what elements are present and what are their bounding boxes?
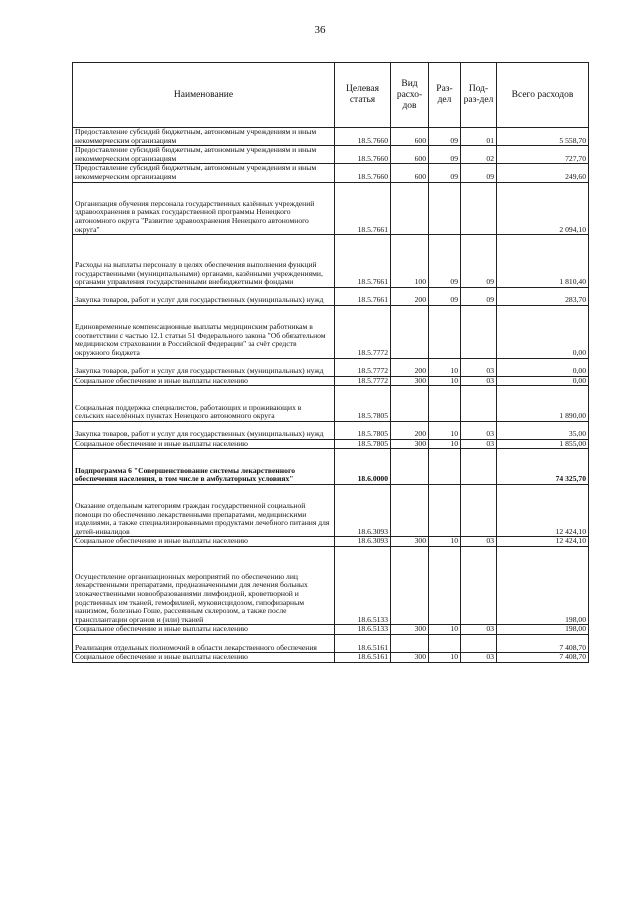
- cell-section: 09: [429, 287, 461, 305]
- table-row: [73, 625, 589, 635]
- table-row: [73, 182, 589, 235]
- cell-section: 09: [429, 235, 461, 288]
- table-row: [73, 439, 589, 449]
- cell-kind: 300: [391, 439, 429, 449]
- cell-section: 10: [429, 358, 461, 376]
- table-row: [73, 358, 589, 376]
- cell-subsection: [461, 635, 497, 653]
- cell-kind: [391, 449, 429, 484]
- cell-section: [429, 547, 461, 625]
- cell-kind: 300: [391, 376, 429, 386]
- cell-name: Социальное обеспечение и иные выплаты населению: [73, 625, 335, 635]
- cell-section: 09: [429, 164, 461, 182]
- cell-total: 283,70: [497, 287, 589, 305]
- table-body: [73, 128, 589, 663]
- cell-section: 09: [429, 128, 461, 146]
- cell-section: 10: [429, 653, 461, 663]
- cell-section: [429, 182, 461, 235]
- cell-kind: 100: [391, 235, 429, 288]
- header-section: Раз-дел: [429, 63, 461, 128]
- cell-total: 0,00: [497, 376, 589, 386]
- cell-subsection: 03: [461, 537, 497, 547]
- cell-total: 249,60: [497, 164, 589, 182]
- cell-name: Закупка товаров, работ и услуг для государственных (муниципальных) нужд: [73, 421, 335, 439]
- cell-article: 18.5.7661: [335, 235, 391, 288]
- cell-name: Закупка товаров, работ и услуг для государственных (муниципальных) нужд: [73, 358, 335, 376]
- cell-total: 1 810,40: [497, 235, 589, 288]
- cell-article: 18.5.7660: [335, 146, 391, 164]
- cell-subsection: 03: [461, 421, 497, 439]
- cell-article: 18.5.7660: [335, 128, 391, 146]
- cell-total: 7 408,70: [497, 635, 589, 653]
- cell-article: 18.5.7772: [335, 358, 391, 376]
- header-subsection: Под-раз-дел: [461, 63, 497, 128]
- cell-name: Реализация отдельных полномочий в области лекарственного обеспечения: [73, 635, 335, 653]
- table-row: [73, 305, 589, 358]
- cell-name: Предоставление субсидий бюджетным, автономным учреждениям и иным некоммерческим организациям: [73, 146, 335, 164]
- table-row: [73, 235, 589, 288]
- cell-kind: [391, 547, 429, 625]
- cell-subsection: 09: [461, 287, 497, 305]
- table-row: [73, 128, 589, 146]
- cell-name: Единовременные компенсационные выплаты медицинским работникам в соответствии с частью 12.1 статьи 51 Федерального закона "Об обязательном медицинском страховании в Российской Федерации" за счёт средств окружного бюджета: [73, 305, 335, 358]
- table-row: [73, 421, 589, 439]
- cell-section: 10: [429, 421, 461, 439]
- cell-article: 18.6.5133: [335, 547, 391, 625]
- cell-total: 2 094,10: [497, 182, 589, 235]
- cell-subsection: 03: [461, 376, 497, 386]
- cell-article: 18.6.5133: [335, 625, 391, 635]
- cell-total: 7 408,70: [497, 653, 589, 663]
- cell-total: 0,00: [497, 358, 589, 376]
- table-row: [73, 653, 589, 663]
- cell-name: Предоставление субсидий бюджетным, автономным учреждениям и иным некоммерческим организациям: [73, 128, 335, 146]
- cell-subsection: [461, 547, 497, 625]
- header-kind: Вид расхо-дов: [391, 63, 429, 128]
- cell-total: 727,70: [497, 146, 589, 164]
- table-row: [73, 376, 589, 386]
- cell-article: 18.5.7661: [335, 287, 391, 305]
- cell-subsection: [461, 182, 497, 235]
- cell-subsection: 03: [461, 439, 497, 449]
- cell-article: 18.5.7805: [335, 439, 391, 449]
- cell-subsection: [461, 449, 497, 484]
- table-row: [73, 449, 589, 484]
- cell-total: 35,00: [497, 421, 589, 439]
- cell-name: Оказание отдельным категориям граждан государственной социальной помощи по обеспечению лекарственными препаратами, медицинскими изделиями, а также специализированными продуктами лечебного питания для детей-инвалидов: [73, 484, 335, 537]
- cell-name: Предоставление субсидий бюджетным, автономным учреждениям и иным некоммерческим организациям: [73, 164, 335, 182]
- cell-name: Социальное обеспечение и иные выплаты населению: [73, 439, 335, 449]
- cell-total: 198,00: [497, 547, 589, 625]
- cell-subsection: [461, 305, 497, 358]
- cell-kind: 200: [391, 421, 429, 439]
- cell-section: 10: [429, 439, 461, 449]
- cell-article: 18.5.7661: [335, 182, 391, 235]
- page-number: 36: [314, 24, 326, 36]
- cell-total: 74 325,70: [497, 449, 589, 484]
- cell-section: [429, 484, 461, 537]
- budget-table: [72, 62, 589, 663]
- cell-section: 09: [429, 146, 461, 164]
- cell-kind: 600: [391, 164, 429, 182]
- cell-total: 5 558,70: [497, 128, 589, 146]
- table-row: [73, 635, 589, 653]
- cell-kind: [391, 182, 429, 235]
- cell-total: 1 890,00: [497, 386, 589, 421]
- cell-kind: 600: [391, 128, 429, 146]
- cell-subsection: 09: [461, 164, 497, 182]
- cell-total: 0,00: [497, 305, 589, 358]
- cell-section: [429, 449, 461, 484]
- header-row: [73, 63, 589, 128]
- cell-name: Осуществление организационных мероприятий по обеспечению лиц лекарственными препаратами, предназначенными для лечения больных злокачественными новообразованиями лимфоидной, кроветворной и родственных им тканей, гемофилией, муковисцидозом, гипофизарным нанизмом, болезнью Гоше, рассеянным склерозом, а также после трансплантации органов и (или) тканей: [73, 547, 335, 625]
- cell-article: 18.6.3093: [335, 537, 391, 547]
- cell-total: 198,00: [497, 625, 589, 635]
- cell-article: 18.5.7772: [335, 305, 391, 358]
- cell-kind: 300: [391, 653, 429, 663]
- header-name: Наименование: [73, 63, 335, 128]
- cell-total: 12 424,10: [497, 484, 589, 537]
- cell-article: 18.5.7772: [335, 376, 391, 386]
- header-article: Целевая статья: [335, 63, 391, 128]
- cell-kind: 300: [391, 537, 429, 547]
- cell-subsection: 02: [461, 146, 497, 164]
- cell-name: Социальное обеспечение и иные выплаты населению: [73, 537, 335, 547]
- table-row: [73, 146, 589, 164]
- table-row: [73, 386, 589, 421]
- cell-kind: 200: [391, 287, 429, 305]
- cell-kind: [391, 635, 429, 653]
- cell-section: [429, 386, 461, 421]
- cell-section: [429, 635, 461, 653]
- table-row: [73, 287, 589, 305]
- cell-article: 18.6.5161: [335, 653, 391, 663]
- cell-kind: 300: [391, 625, 429, 635]
- cell-article: 18.5.7805: [335, 386, 391, 421]
- cell-subsection: [461, 484, 497, 537]
- cell-subsection: 03: [461, 625, 497, 635]
- cell-name: Подпрограмма 6 "Совершенствование системы лекарственного обеспечения населения, в том числе в амбулаторных условиях": [73, 449, 335, 484]
- table-row: [73, 164, 589, 182]
- cell-subsection: 01: [461, 128, 497, 146]
- table-row: [73, 484, 589, 537]
- cell-article: 18.6.5161: [335, 635, 391, 653]
- cell-section: 10: [429, 537, 461, 547]
- cell-subsection: 03: [461, 358, 497, 376]
- cell-kind: 600: [391, 146, 429, 164]
- cell-article: 18.5.7805: [335, 421, 391, 439]
- cell-article: 18.6.3093: [335, 484, 391, 537]
- cell-total: 1 855,00: [497, 439, 589, 449]
- cell-subsection: 09: [461, 235, 497, 288]
- cell-subsection: [461, 386, 497, 421]
- cell-section: 10: [429, 625, 461, 635]
- cell-name: Закупка товаров, работ и услуг для государственных (муниципальных) нужд: [73, 287, 335, 305]
- table-row: [73, 537, 589, 547]
- cell-kind: 200: [391, 358, 429, 376]
- cell-kind: [391, 484, 429, 537]
- cell-kind: [391, 305, 429, 358]
- cell-name: Расходы на выплаты персоналу в целях обеспечения выполнения функций государственными (муниципальными) органами, казёнными учреждениями, органами управления государственными внебюджетными фондами: [73, 235, 335, 288]
- header-total: Всего расходов: [497, 63, 589, 128]
- cell-name: Социальная поддержка специалистов, работающих и проживающих в сельских населённых пунктах Ненецкого автономного округа: [73, 386, 335, 421]
- cell-name: Организация обучения персонала государственных казённых учреждений здравоохранения в рамках государственной программы Ненецкого автономного округа "Развитие здравоохранения Ненецкого автономного округа": [73, 182, 335, 235]
- cell-name: Социальное обеспечение и иные выплаты населению: [73, 376, 335, 386]
- cell-article: 18.5.7660: [335, 164, 391, 182]
- cell-total: 12 424,10: [497, 537, 589, 547]
- cell-section: [429, 305, 461, 358]
- cell-kind: [391, 386, 429, 421]
- cell-section: 10: [429, 376, 461, 386]
- cell-article: 18.6.0000: [335, 449, 391, 484]
- cell-subsection: 03: [461, 653, 497, 663]
- table-row: [73, 547, 589, 625]
- cell-name: Социальное обеспечение и иные выплаты населению: [73, 653, 335, 663]
